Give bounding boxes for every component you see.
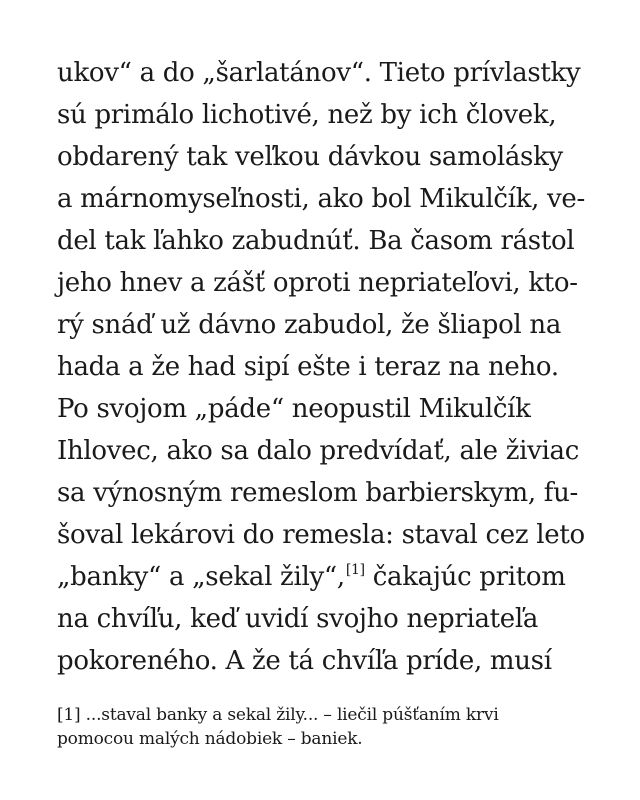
body-text — [57, 52, 597, 682]
text-line-before-ref: „banky“ a „sekal žily“, — [57, 562, 345, 592]
text-line: sa výnosným remeslom barbierskym, fu- — [57, 478, 579, 508]
footnote — [57, 703, 597, 751]
text-line: a márnomyseľnosti, ako bol Mikulčík, ve- — [57, 184, 585, 214]
text-line: sú primálo lichotivé, než by ich človek, — [57, 100, 557, 130]
text-line-after-ref: čakajúc pritom — [364, 562, 566, 592]
text-line: obdarený tak veľkou dávkou samolásky — [57, 142, 563, 172]
text-line: Po svojom „páde“ neopustil Mikulčík — [57, 394, 531, 424]
text-line: pokoreného. A že tá chvíľa príde, musí — [57, 646, 552, 676]
footnote-line: [1] ...staval banky a sekal žily... – liečil púšťaním krvi — [57, 705, 499, 725]
text-line: ukov“ a do „šarlatánov“. Tieto prívlastky — [57, 58, 581, 88]
footnote-line: pomocou malých nádobiek – baniek. — [57, 729, 363, 749]
text-line: na chvíľu, keď uvidí svojho nepriateľa — [57, 604, 539, 634]
text-line: rý snáď už dávno zabudol, že šliapol na — [57, 310, 562, 340]
text-line: jeho hnev a zášť oproti nepriateľovi, kto- — [57, 268, 578, 298]
text-line: del tak ľahko zabudnúť. Ba časom rástol — [57, 226, 575, 256]
text-line-with-footnote-ref — [57, 556, 597, 598]
footnote-reference[interactable]: [1] — [345, 562, 365, 578]
text-line: šoval lekárovi do remesla: staval cez leto — [57, 520, 585, 550]
text-line: hada a že had sipí ešte i teraz na neho. — [57, 352, 559, 382]
text-line: Ihlovec, ako sa dalo predvídať, ale živiac — [57, 436, 579, 466]
